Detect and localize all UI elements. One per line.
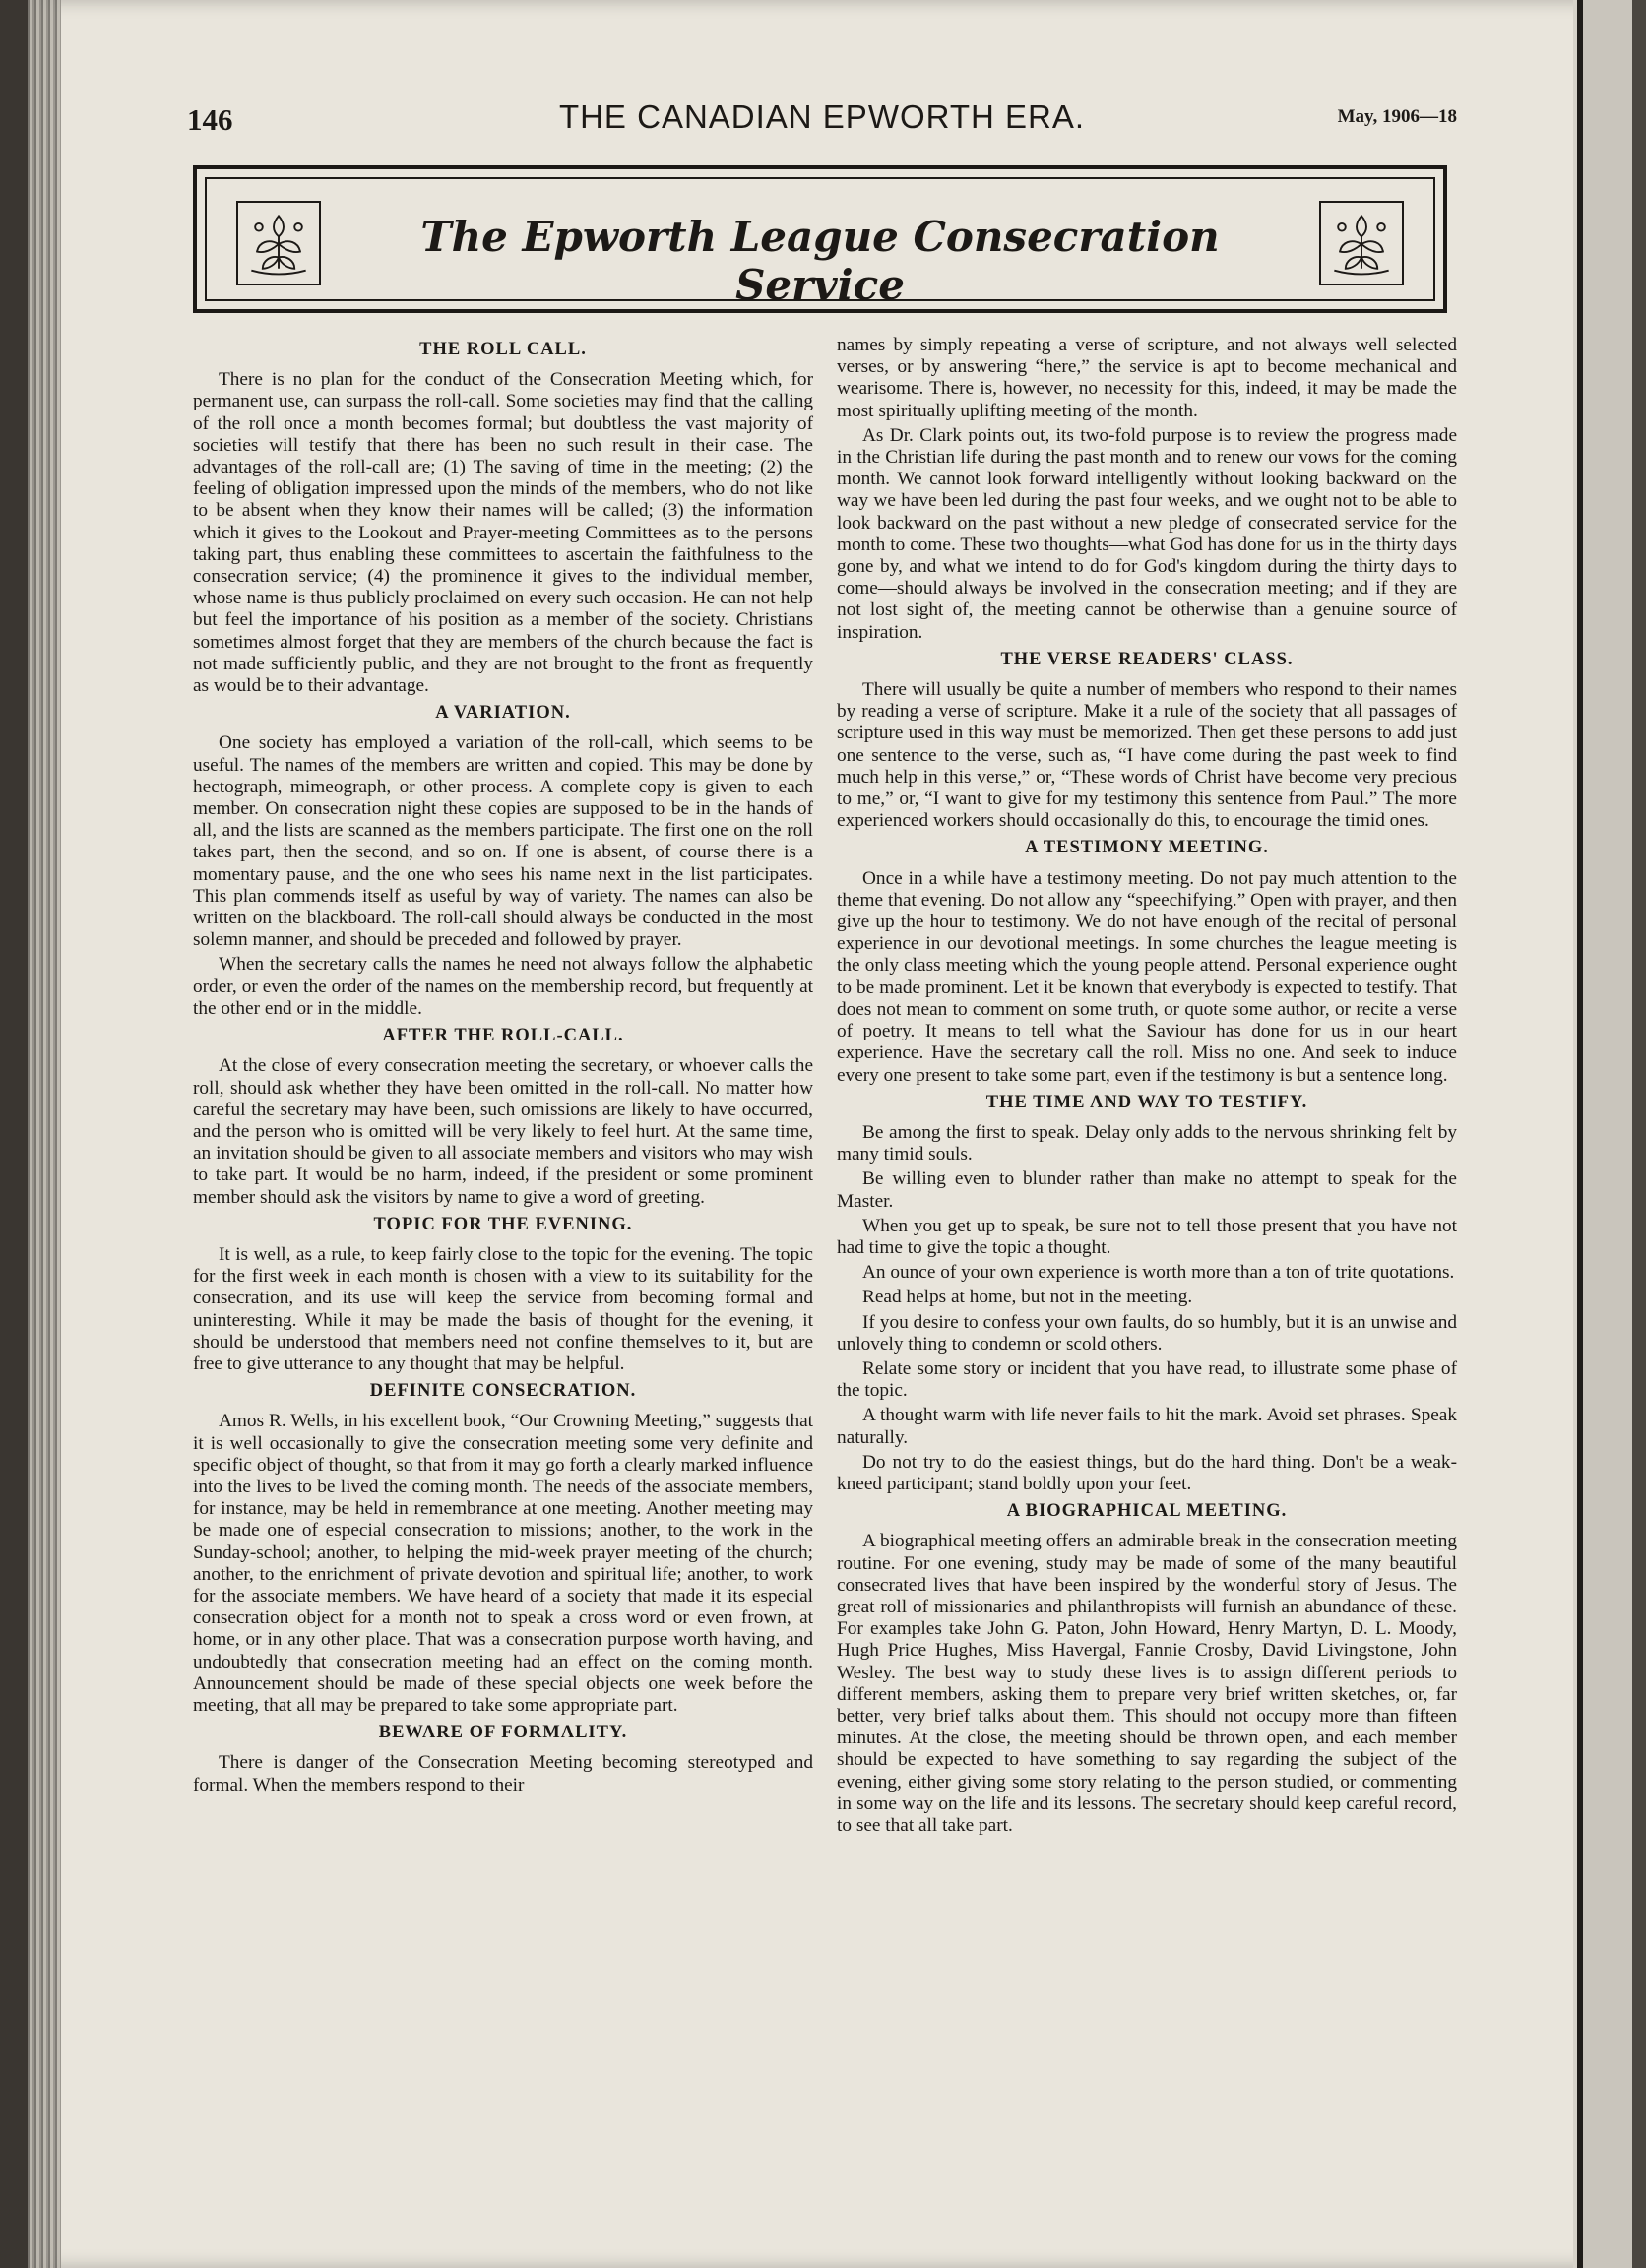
body-paragraph: A biographical meeting offers an admirable break in the consecration meeting routine. For one evening, study may be made of some of the many beautiful consecrated lives that have been inspired by the wonderful story of Jesus. The great roll of missionaries and philanthropists will furnish an abundance of these. For examples take John G. Paton, John Howard, Henry Martyn, D. L. Moody, Hugh Price Hughes, Miss Havergal, Fannie Crosby, David Livingstone, John Wesley. The best way to study these lives is to assign different periods to different members, asking them to prepare very brief written sketches, or, far better, very brief talks about them. This should not occupy more than fifteen minutes. At the close, the meeting should be thrown open, and each member should be expected to have something to say regarding the subject of the evening, either giving some story relating to the person studied, or commenting in some way on the life and its lessons. The secretary should keep careful record, to see that all take part.	[837, 1531, 1457, 1836]
page-edge-shadow	[1573, 0, 1646, 2268]
section-heading: BEWARE OF FORMALITY.	[378, 1723, 628, 1743]
right-text-column	[837, 335, 1457, 1842]
body-paragraph: Do not try to do the easiest things, but do the hard thing. Don't be a weak-kneed participant; stand boldly upon your feet.	[837, 1451, 1457, 1494]
article-section	[837, 1500, 1457, 1837]
body-paragraph: When you get up to speak, be sure not to tell those present that you have not had time to give the topic a thought.	[837, 1215, 1457, 1258]
body-paragraph: Read helps at home, but not in the meeting.	[862, 1287, 1193, 1308]
floral-ornament-icon	[1319, 201, 1404, 285]
article-section	[837, 335, 1457, 644]
body-paragraph: An ounce of your own experience is worth more than a ton of trite quotations.	[862, 1262, 1455, 1284]
body-paragraph: A thought warm with life never fails to hit the mark. Avoid set phrases. Speak naturally.	[837, 1405, 1457, 1448]
section-heading: THE VERSE READERS' CLASS.	[1000, 649, 1294, 669]
body-paragraph: names by simply repeating a verse of scripture, and not always well selected verses, or by answering “here,” the service is apt to become mechanical and wearisome. There is, however, no necessity for this, indeed, it may be made the most spiritually uplifting meeting of the month.	[837, 335, 1457, 421]
article-section	[837, 1092, 1457, 1495]
body-paragraph: Be among the first to speak. Delay only adds to the nervous shrinking felt by many timid souls.	[837, 1121, 1457, 1166]
section-heading: THE TIME AND WAY TO TESTIFY.	[985, 1092, 1308, 1112]
page-number: 146	[187, 102, 233, 137]
article-section	[193, 1214, 813, 1375]
section-heading: AFTER THE ROLL-CALL.	[382, 1026, 624, 1046]
body-paragraph: At the close of every consecration meeting the secretary, or whoever calls the roll, should ask whether they have been omitted in the roll-call. No matter how careful the secretary may have been, such omissions are likely to have occurred, and the person who is omitted will be very likely to feel hurt. At the same time, an invitation should be given to all associate members and visitors who may wish to take part. It would be no harm, indeed, if the president or some prominent member should ask the visitors by name to give a word of greeting.	[193, 1055, 813, 1208]
banner-inner-frame	[205, 177, 1435, 309]
issue-date: May, 1906—18	[1337, 106, 1457, 127]
article-section	[193, 1380, 813, 1717]
section-heading: TOPIC FOR THE EVENING.	[373, 1214, 633, 1234]
body-paragraph: When the secretary calls the names he need not always follow the alphabetic order, or even the order of the names on the membership record, but frequently at the other end or in the middle.	[193, 954, 813, 1019]
section-heading: THE ROLL CALL.	[419, 340, 587, 359]
body-paragraph: As Dr. Clark points out, its two-fold purpose is to review the progress made in the Christian life during the past month and to renew our vows for the coming month. We cannot look forward intelligently without looking backward on the way we have been led during the past four weeks, and we ought not to be able to look backward on the past without a new pledge of consecrated service for the month to come. These two thoughts—what God has done for us in the thirty days gone by, and what we intend to do for God's kingdom during the thirty days to come—should always be involved in the consecration meeting; and if they are not lost sight of, the meeting cannot be otherwise than a genuine source of inspiration.	[837, 424, 1457, 643]
section-heading: DEFINITE CONSECRATION.	[369, 1381, 637, 1402]
floral-ornament-icon	[236, 201, 321, 285]
article-section	[193, 339, 813, 697]
body-paragraph: It is well, as a rule, to keep fairly close to the topic for the evening. The topic for the first week in each month is chosen with a view to its suitability for the consecration, and its use will keep the service from becoming formal and uninteresting. While it may be made the basis of thought for the evening, it should be understood that members need not confine themselves to it, but are free to give utterance to any thought that may be helpful.	[193, 1243, 813, 1374]
body-paragraph: Be willing even to blunder rather than make no attempt to speak for the Master.	[837, 1168, 1457, 1212]
body-paragraph: Amos R. Wells, in his excellent book, “Our Crowning Meeting,” suggests that it is well occasionally to give the consecration meeting some very definite and specific object of thought, so that from it may go forth a clearly marked influence into the lives to be lived the coming month. The needs of the associate members, for instance, may be held in remembrance at one meeting. Another meeting may be made one of especial consecration to missions; another, to the work in the Sunday-school; another, to helping the mid-week prayer meeting of the church; another, to the enrichment of private devotion and spiritual life; another, to work for the associate members. We have heard of a society that made it its especial consecration object for a month not to speak a cross word or even frown, at home, or in any other place. That was a consecration purpose worth having, and undoubtedly that consecration meeting had an effect on the coming month. Announcement should be made of these special objects one week before the meeting, that all may be prepared to take some appropriate part.	[193, 1411, 813, 1716]
left-text-column	[193, 335, 813, 1801]
article-title: The Epworth League Consecration Service	[420, 213, 1220, 309]
section-heading: A BIOGRAPHICAL MEETING.	[1006, 1501, 1288, 1522]
article-section	[193, 702, 813, 1020]
body-paragraph: If you desire to confess your own faults, do so humbly, but it is an unwise and unlovely thing to condemn or scold others.	[837, 1311, 1457, 1354]
running-header	[187, 98, 1457, 144]
article-section	[837, 649, 1457, 833]
section-heading: A TESTIMONY MEETING.	[1025, 838, 1269, 858]
body-paragraph: There is danger of the Consecration Meeting becoming stereotyped and formal. When the members respond to their	[193, 1752, 813, 1796]
body-paragraph: Once in a while have a testimony meeting. Do not pay much attention to the theme that evening. Do not allow any “speechifying.” Open with prayer, and then give up the hour to testimony. We do not have enough of the recital of personal experience in our devotional meetings. In some churches the league meeting is the only class meeting which the young people attend. Personal experience ought to be made prominent. Let it be known that everybody is expected to testify. That does not mean to comment on some truth, or quote some author, or recite a verse of poetry. It means to tell what the Saviour has done for us in our heart experience. Have the secretary call the roll. Miss no one. And seek to induce every one present to take some part, even if the testimony is but a sentence long.	[837, 867, 1457, 1086]
body-paragraph: There will usually be quite a number of members who respond to their names by reading a verse of scripture. Make it a rule of the society that all passages of scripture used in this way must be memorized. Then get these persons to add just one sentence to the verse, such as, “I have come during the past week to find much help in this verse,” or, “These words of Christ have become very precious to me,” or, “I want to give for my testimony this sentence from Paul.” The more experienced workers should occasionally do this, to encourage the timid ones.	[837, 679, 1457, 832]
article-section	[193, 1025, 813, 1209]
article-section	[193, 1722, 813, 1796]
body-paragraph: Relate some story or incident that you have read, to illustrate some phase of the topic.	[837, 1357, 1457, 1402]
body-paragraph: One society has employed a variation of the roll-call, which seems to be useful. The names of the members are written and copied. This may be done by hectograph, mimeograph, or other process. A complete copy is given to each member. On consecration night these copies are supposed to be in the hands of all, and the lists are scanned as the members participate. The first one on the roll takes part, then the second, and so on. If one is absent, of course there is a momentary pause, and the one who sees his name next in the list participates. This plan commends itself as useful by way of variety. The names can also be written on the blackboard. The roll-call should always be conducted in the most solemn manner, and should be preceded and followed by prayer.	[193, 732, 813, 951]
section-heading: A VARIATION.	[435, 703, 571, 724]
article-banner	[193, 165, 1447, 313]
journal-title: THE CANADIAN EPWORTH ERA.	[558, 98, 1086, 135]
body-paragraph: There is no plan for the conduct of the Consecration Meeting which, for permanent use, can surpass the roll-call. Some societies may find that the calling of the roll once a month becomes formal; but doubtless the vast majority of societies will testify that there has been no such result in their case. The advantages of the roll-call are; (1) The saving of time in the meeting; (2) the feeling of obligation impressed upon the minds of the members, who do not like to be absent when they know their names will be called; (3) the information which it gives to the Lookout and Prayer-meeting Committees as to the persons taking part, thus enabling these committees to ascertain the faithfulness to the consecration service; (4) the prominence it gives to the individual member, whose name is thus publicly proclaimed on every such occasion. He can not help but feel the importance of his position as a member of the society. Christians sometimes almost forget that they are members of the church because the fact is not made sufficiently public, and they are not brought to the front as frequently as would be to their advantage.	[193, 369, 813, 697]
article-section	[837, 837, 1457, 1086]
binding-gutter	[28, 0, 61, 2268]
